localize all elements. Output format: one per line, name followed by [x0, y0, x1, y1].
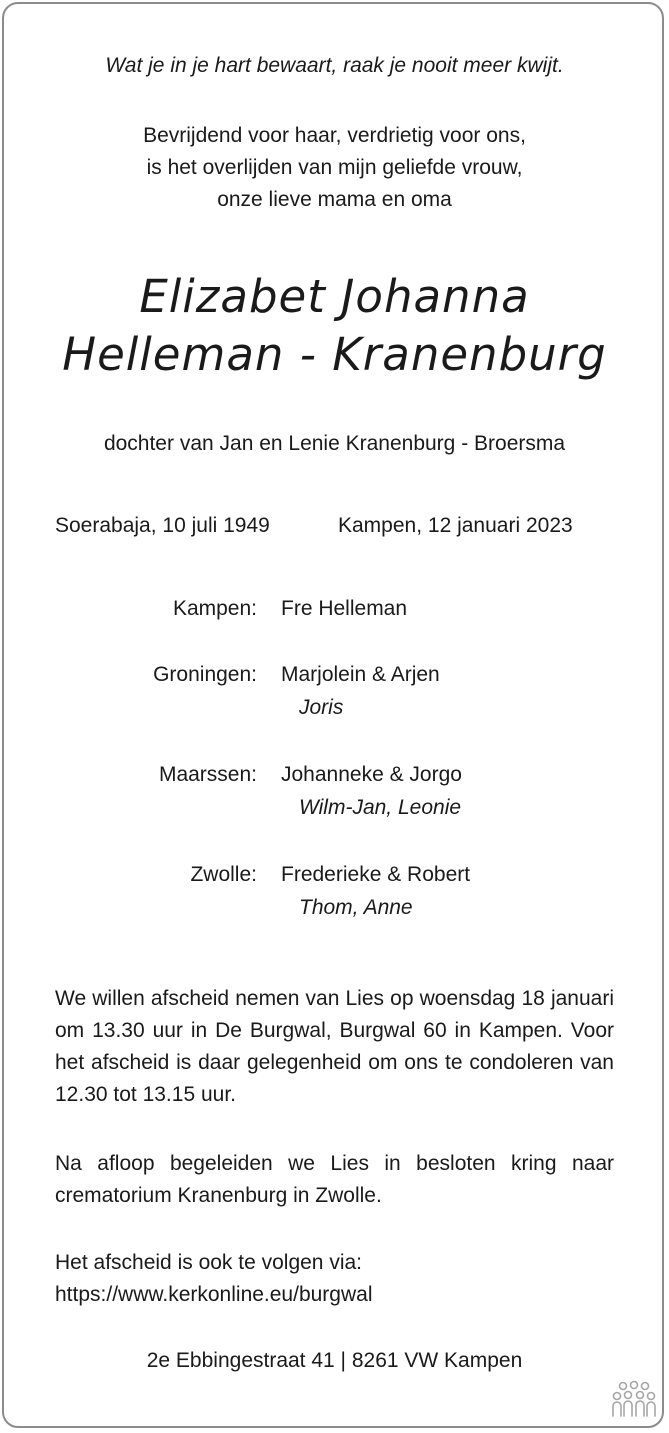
intro-line: onze lieve mama en oma: [217, 188, 452, 211]
family-entry: [0, 597, 669, 663]
family-children: Thom, Anne: [299, 896, 413, 919]
deceased-name-line2: Helleman - Kranenburg: [62, 328, 607, 381]
family-entry: [0, 663, 669, 763]
family-entry: [0, 763, 669, 863]
family-children: Joris: [299, 696, 344, 719]
family-names: Fre Helleman: [281, 597, 408, 620]
people-group-icon: [610, 1380, 658, 1418]
family-entry: [0, 863, 669, 929]
deceased-name: [0, 268, 669, 384]
intro-line: is het overlijden van mijn geliefde vrouw,: [146, 156, 523, 179]
death-date: Kampen, 12 januari 2023: [338, 514, 573, 537]
intro-line: Bevrijdend voor haar, verdrietig voor ons,: [143, 124, 526, 147]
family-names: Johanneke & Jorgo: [281, 763, 462, 786]
family-names: Marjolein & Arjen: [281, 663, 440, 686]
livestream-text: Het afscheid is ook te volgen via:: [55, 1251, 363, 1274]
family-place: Maarssen:: [158, 763, 257, 786]
family-children: Wilm-Jan, Leonie: [299, 796, 462, 819]
birth-date: Soerabaja, 10 juli 1949: [55, 514, 270, 537]
livestream-paragraph: [55, 1247, 614, 1311]
ceremony-paragraph: We willen afscheid nemen van Lies op woensdag 18 januari om 13.30 uur in De Burgwal, Burgwal 60 in Kampen. Voor het afscheid is daar gelegenheid om ons te condoleren van 12.30 tot 13.15 uur.: [55, 987, 614, 1106]
livestream-link[interactable]: https://www.kerkonline.eu/burgwal: [55, 1283, 373, 1306]
intro-text: [0, 120, 669, 216]
family-place: Groningen:: [153, 663, 257, 686]
deceased-name-line1: Elizabet Johanna: [139, 270, 530, 323]
cremation-paragraph: Na afloop begeleiden we Lies in besloten kring naar crematorium Kranenburg in Zwolle.: [55, 1152, 614, 1207]
address: 2e Ebbingestraat 41 | 8261 VW Kampen: [146, 1349, 523, 1372]
family-names: Frederieke & Robert: [281, 863, 471, 886]
family-place: Zwolle:: [190, 863, 257, 886]
family-list: [0, 597, 669, 929]
parents-line: dochter van Jan en Lenie Kranenburg - Broersma: [103, 432, 566, 455]
motto: Wat je in je hart bewaart, raak je nooit meer kwijt.: [105, 54, 564, 77]
family-place: Kampen:: [172, 597, 257, 620]
